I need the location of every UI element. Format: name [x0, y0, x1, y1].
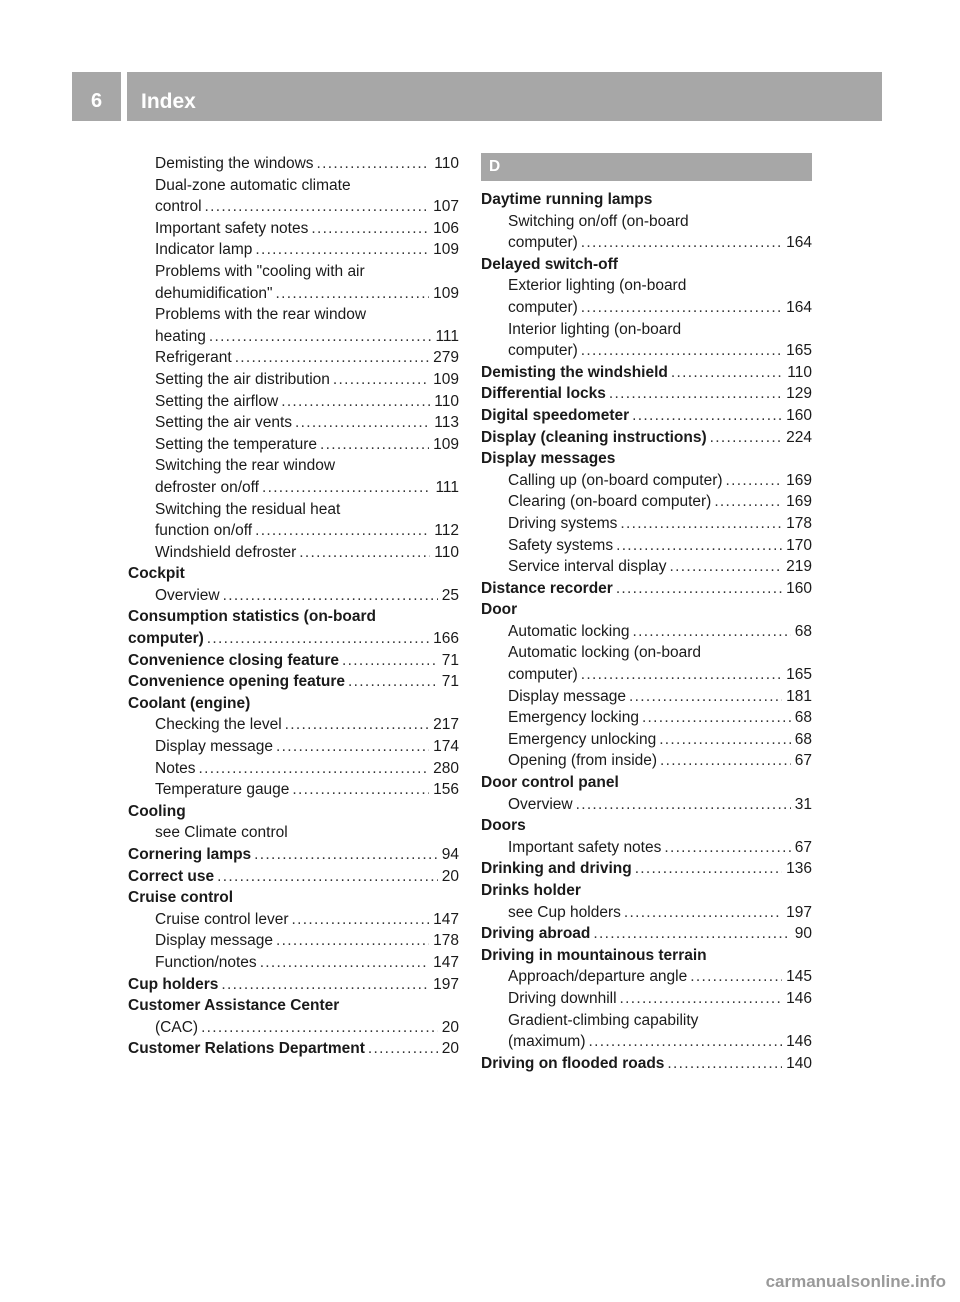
index-column-right — [481, 153, 812, 1074]
page-ref: 20 — [441, 1018, 459, 1036]
dot-leader — [629, 686, 782, 708]
dot-leader — [664, 837, 790, 859]
index-subentry — [128, 153, 459, 175]
page-number: 6 — [90, 90, 103, 112]
page-ref: 110 — [434, 155, 459, 172]
dot-leader — [207, 628, 429, 650]
dot-leader — [299, 542, 430, 564]
index-subentry — [481, 750, 812, 772]
index-heading-entry — [481, 405, 812, 427]
page-ref: 68 — [794, 730, 812, 748]
dot-leader — [221, 974, 429, 996]
page-ref: 67 — [794, 838, 812, 856]
page-ref: 147 — [433, 953, 459, 971]
index-heading-entry — [128, 974, 459, 996]
entry-label: control — [155, 198, 202, 216]
dot-leader — [581, 340, 782, 362]
entry-label: Overview — [508, 795, 573, 813]
index-heading: Display messages — [481, 450, 616, 468]
entry-label: Convenience closing feature — [128, 651, 340, 669]
page-ref: 160 — [786, 406, 812, 424]
entry-label: Emergency unlocking — [508, 730, 657, 748]
entry-label: Overview — [155, 586, 220, 604]
page-ref: 71 — [441, 651, 459, 669]
dot-leader — [581, 297, 782, 319]
dot-leader — [714, 491, 782, 513]
page-ref: 145 — [786, 968, 812, 986]
page-ref: 106 — [433, 219, 459, 237]
dot-leader — [667, 1053, 782, 1075]
page-ref: 169 — [786, 493, 812, 511]
header-divider — [121, 72, 127, 121]
dot-leader — [632, 621, 790, 643]
dot-leader — [201, 1017, 438, 1039]
index-heading-entry — [481, 923, 812, 945]
dot-leader — [254, 844, 438, 866]
index-heading: Cooling — [128, 802, 186, 820]
dot-leader — [593, 923, 790, 945]
dot-leader — [609, 383, 782, 405]
entry-label: Clearing (on-board computer) — [508, 493, 712, 511]
index-subentry — [481, 664, 812, 686]
dot-leader — [255, 239, 429, 261]
page-ref: 217 — [433, 716, 459, 734]
entry-label: Calling up (on-board computer) — [508, 471, 723, 489]
entry-label: Cruise control lever — [155, 910, 289, 928]
entry-label: Temperature gauge — [155, 781, 290, 799]
page-ref: 107 — [433, 198, 459, 216]
dot-leader — [616, 535, 782, 557]
index-subentry — [128, 520, 459, 542]
page-ref: 164 — [786, 234, 812, 252]
entry-label: Driving abroad — [481, 925, 591, 943]
dot-leader — [223, 585, 438, 607]
index-subentry — [481, 988, 812, 1010]
index-subentry — [128, 326, 459, 348]
page-ref: 280 — [433, 759, 459, 777]
dot-leader — [311, 218, 429, 240]
entry-label: dehumidification" — [155, 284, 273, 302]
dot-leader — [295, 412, 430, 434]
page-ref: 160 — [786, 579, 812, 597]
dot-leader — [690, 966, 782, 988]
index-entries-d — [481, 189, 812, 1074]
page-ref: 111 — [435, 327, 459, 345]
entry-label: computer) — [508, 234, 578, 252]
index-subentry — [128, 930, 459, 952]
dot-leader — [635, 858, 782, 880]
index-subentry-text: Problems with the rear window — [155, 306, 367, 324]
index-subentry — [128, 1017, 459, 1039]
index-heading: Delayed switch-off — [481, 255, 618, 273]
page-ref: 20 — [441, 867, 459, 885]
index-subentry — [481, 297, 812, 319]
entry-label: computer) — [508, 666, 578, 684]
index-heading-entry — [481, 1053, 812, 1075]
index-subentry — [481, 794, 812, 816]
dot-leader — [262, 477, 431, 499]
page-ref: 170 — [786, 536, 812, 554]
dot-leader — [320, 434, 429, 456]
index-subentry — [128, 369, 459, 391]
page-ref: 178 — [433, 932, 459, 950]
dot-leader — [642, 707, 791, 729]
index-heading: Customer Assistance Center — [128, 997, 340, 1015]
entry-label: Display message — [155, 932, 274, 950]
page-ref: 111 — [435, 478, 459, 496]
index-subentry — [481, 621, 812, 643]
page-ref: 110 — [434, 392, 459, 410]
index-subentry-text: Gradient-climbing capability — [508, 1011, 699, 1029]
page-ref: 112 — [434, 522, 459, 540]
page-ref: 178 — [786, 514, 812, 532]
dot-leader — [368, 1038, 438, 1060]
entry-label: Important safety notes — [508, 838, 662, 856]
index-heading-entry — [481, 362, 812, 384]
entry-label: Safety systems — [508, 536, 614, 554]
index-heading: Doors — [481, 817, 526, 835]
page-ref: 279 — [433, 349, 459, 367]
dot-leader — [659, 729, 791, 751]
entry-label: Cornering lamps — [128, 846, 252, 863]
dot-leader — [276, 283, 430, 305]
entry-label: Customer Relations Department — [128, 1040, 365, 1058]
index-subentry — [481, 232, 812, 254]
entry-label: Notes — [155, 759, 196, 777]
entry-label: Automatic locking — [508, 622, 630, 640]
entry-label: Indicator lamp — [155, 241, 253, 259]
index-heading-entry — [128, 1038, 459, 1060]
index-subentry — [481, 1031, 812, 1053]
index-heading-entry — [481, 578, 812, 600]
index-subentry — [128, 412, 459, 434]
index-subentry — [481, 491, 812, 513]
dot-leader — [317, 153, 431, 175]
page-ref: 110 — [787, 363, 812, 381]
index-heading: Driving in mountainous terrain — [481, 946, 707, 964]
entry-label: Windshield defroster — [155, 543, 297, 561]
dot-leader — [260, 952, 429, 974]
dot-leader — [276, 736, 429, 758]
index-heading: Cruise control — [128, 889, 234, 907]
index-heading-entry — [481, 427, 812, 449]
entry-label: Setting the temperature — [155, 435, 317, 453]
index-heading: Coolant (engine) — [128, 694, 251, 712]
dot-leader — [292, 909, 430, 931]
dot-leader — [205, 196, 430, 218]
index-subentry — [481, 902, 812, 924]
page-ref: 31 — [794, 795, 812, 813]
header-bar — [72, 72, 882, 121]
dot-leader — [581, 232, 782, 254]
dot-leader — [624, 902, 782, 924]
page-ref: 110 — [434, 543, 459, 561]
index-subentry — [481, 556, 812, 578]
index-subentry — [128, 477, 459, 499]
dot-leader — [671, 362, 783, 384]
page-ref: 156 — [433, 781, 459, 799]
entry-label: computer) — [508, 342, 578, 360]
index-subentry — [481, 686, 812, 708]
entry-label: Refrigerant — [155, 349, 232, 367]
page-ref: 165 — [786, 666, 812, 684]
page-ref: 164 — [786, 298, 812, 316]
dot-leader — [217, 866, 438, 888]
index-subentry-text: see Climate control — [155, 824, 288, 842]
page-ref: 90 — [794, 925, 812, 943]
page-ref: 109 — [433, 435, 459, 453]
entry-label: Important safety notes — [155, 219, 309, 237]
dot-leader — [620, 513, 782, 535]
index-subentry — [128, 542, 459, 564]
page-ref: 109 — [433, 370, 459, 388]
index-subentry — [481, 837, 812, 859]
dot-leader — [581, 664, 782, 686]
entry-label: Digital speedometer — [481, 406, 630, 424]
index-subentry-text: Interior lighting (on-board — [508, 320, 682, 338]
entry-label: Setting the airflow — [155, 392, 279, 410]
dot-leader — [576, 794, 791, 816]
entry-label: Display message — [155, 738, 274, 756]
page-ref: 20 — [441, 1040, 459, 1058]
page-ref: 174 — [433, 738, 459, 756]
dot-leader — [342, 650, 438, 672]
index-subentry-text: Switching on/off (on-board — [508, 212, 689, 230]
page-ref: 146 — [786, 1033, 812, 1051]
entry-label: Demisting the windows — [155, 155, 314, 172]
entry-label: heating — [155, 327, 206, 345]
page-ref: 197 — [433, 975, 459, 993]
index-subentry — [481, 966, 812, 988]
dot-leader — [255, 520, 430, 542]
index-subentry — [481, 470, 812, 492]
dot-leader — [292, 779, 429, 801]
page-ref: 165 — [786, 342, 812, 360]
index-heading: Consumption statistics (on-board — [128, 608, 376, 626]
page-ref: 146 — [786, 989, 812, 1007]
index-subentry-text: Problems with "cooling with air — [155, 262, 365, 280]
dot-leader — [616, 578, 782, 600]
entry-label: Opening (from inside) — [508, 752, 658, 770]
index-heading: Door — [481, 601, 518, 619]
entry-label: Differential locks — [481, 385, 606, 403]
entry-label: Drinking and driving — [481, 860, 632, 878]
index-subentry — [128, 196, 459, 218]
dot-leader — [710, 427, 782, 449]
entry-label: Convenience opening feature — [128, 673, 346, 691]
watermark: carmanualsonline.info — [765, 1272, 946, 1291]
entry-label: Driving on flooded roads — [481, 1054, 665, 1072]
page-ref: 169 — [786, 471, 812, 489]
entry-label: defroster on/off — [155, 478, 259, 496]
index-subentry — [128, 391, 459, 413]
page-ref: 197 — [786, 903, 812, 921]
page-ref: 94 — [441, 846, 459, 863]
dot-leader — [670, 556, 783, 578]
entry-label: (CAC) — [155, 1018, 199, 1036]
entry-label: Checking the level — [155, 716, 282, 734]
entry-label: Driving systems — [508, 514, 618, 532]
index-subentry — [128, 239, 459, 261]
entry-label: Function/notes — [155, 953, 257, 971]
dot-leader — [281, 391, 430, 413]
index-subentry — [128, 714, 459, 736]
page-ref: 71 — [441, 673, 459, 691]
page-ref: 25 — [441, 586, 459, 604]
index-heading-entry — [481, 383, 812, 405]
page-ref: 68 — [794, 622, 812, 640]
page-ref: 224 — [786, 428, 812, 446]
index-subentry-text: Exterior lighting (on-board — [508, 277, 687, 295]
index-heading-entry — [128, 628, 459, 650]
index-subentry — [128, 952, 459, 974]
dot-leader — [333, 369, 429, 391]
index-subentry — [128, 758, 459, 780]
index-subentry-text: Switching the rear window — [155, 457, 336, 475]
entry-label: function on/off — [155, 522, 253, 540]
index-column-left — [128, 153, 459, 1060]
page-ref: 166 — [433, 630, 459, 648]
index-heading-entry — [481, 858, 812, 880]
entry-label: Display message — [508, 687, 627, 705]
page-ref: 68 — [794, 709, 812, 727]
page-ref: 147 — [433, 910, 459, 928]
index-subentry-text: Automatic locking (on-board — [508, 644, 701, 662]
entry-label: see Cup holders — [508, 903, 621, 921]
dot-leader — [632, 405, 782, 427]
entry-label: (maximum) — [508, 1033, 586, 1051]
index-heading: Door control panel — [481, 774, 619, 792]
index-heading: Daytime running lamps — [481, 191, 653, 208]
index-subentry — [481, 513, 812, 535]
page-ref: 219 — [786, 558, 812, 576]
page-ref: 67 — [794, 752, 812, 770]
page-ref: 181 — [786, 687, 812, 705]
index-heading: Drinks holder — [481, 882, 581, 899]
index-subentry — [128, 736, 459, 758]
dot-leader — [235, 347, 429, 369]
index-heading-entry — [128, 866, 459, 888]
index-subentry — [128, 585, 459, 607]
entry-label: Correct use — [128, 867, 215, 885]
index-subentry — [481, 340, 812, 362]
index-subentry — [128, 347, 459, 369]
entry-label: Emergency locking — [508, 709, 639, 727]
section-letter-bar: D — [481, 153, 812, 181]
dot-leader — [276, 930, 429, 952]
entry-label: Service interval display — [508, 558, 667, 576]
entry-label: computer) — [128, 630, 204, 648]
dot-leader — [199, 758, 430, 780]
entry-label: Cup holders — [128, 975, 219, 993]
dot-leader — [285, 714, 429, 736]
entry-label: Demisting the windshield — [481, 363, 668, 381]
index-subentry — [128, 909, 459, 931]
page-ref: 140 — [786, 1054, 812, 1072]
dot-leader — [660, 750, 791, 772]
page-ref: 136 — [786, 860, 812, 878]
index-subentry-text: Switching the residual heat — [155, 500, 341, 518]
entry-label: Approach/departure angle — [508, 968, 688, 986]
index-subentry — [481, 729, 812, 751]
index-heading: Cockpit — [128, 565, 185, 583]
page-ref: 129 — [786, 385, 812, 403]
header-title: Index — [141, 90, 196, 113]
dot-leader — [620, 988, 783, 1010]
entry-label: Driving downhill — [508, 989, 617, 1007]
page-ref: 109 — [433, 241, 459, 259]
index-subentry — [128, 218, 459, 240]
index-subentry — [481, 535, 812, 557]
index-heading-entry — [128, 650, 459, 672]
dot-leader — [726, 470, 783, 492]
page-ref: 113 — [434, 414, 459, 432]
entry-label: Setting the air distribution — [155, 370, 330, 388]
index-subentry — [481, 707, 812, 729]
index-heading-entry — [128, 844, 459, 866]
entry-label: Distance recorder — [481, 579, 613, 597]
index-subentry — [128, 434, 459, 456]
index-subentry — [128, 779, 459, 801]
page-ref: 109 — [433, 284, 459, 302]
entry-label: Setting the air vents — [155, 414, 292, 432]
index-subentry-text: Dual-zone automatic climate — [155, 176, 351, 194]
index-subentry — [128, 283, 459, 305]
index-heading-entry — [128, 671, 459, 693]
dot-leader — [589, 1031, 783, 1053]
dot-leader — [348, 671, 438, 693]
entry-label: computer) — [508, 298, 578, 316]
entry-label: Display (cleaning instructions) — [481, 428, 707, 446]
dot-leader — [209, 326, 432, 348]
